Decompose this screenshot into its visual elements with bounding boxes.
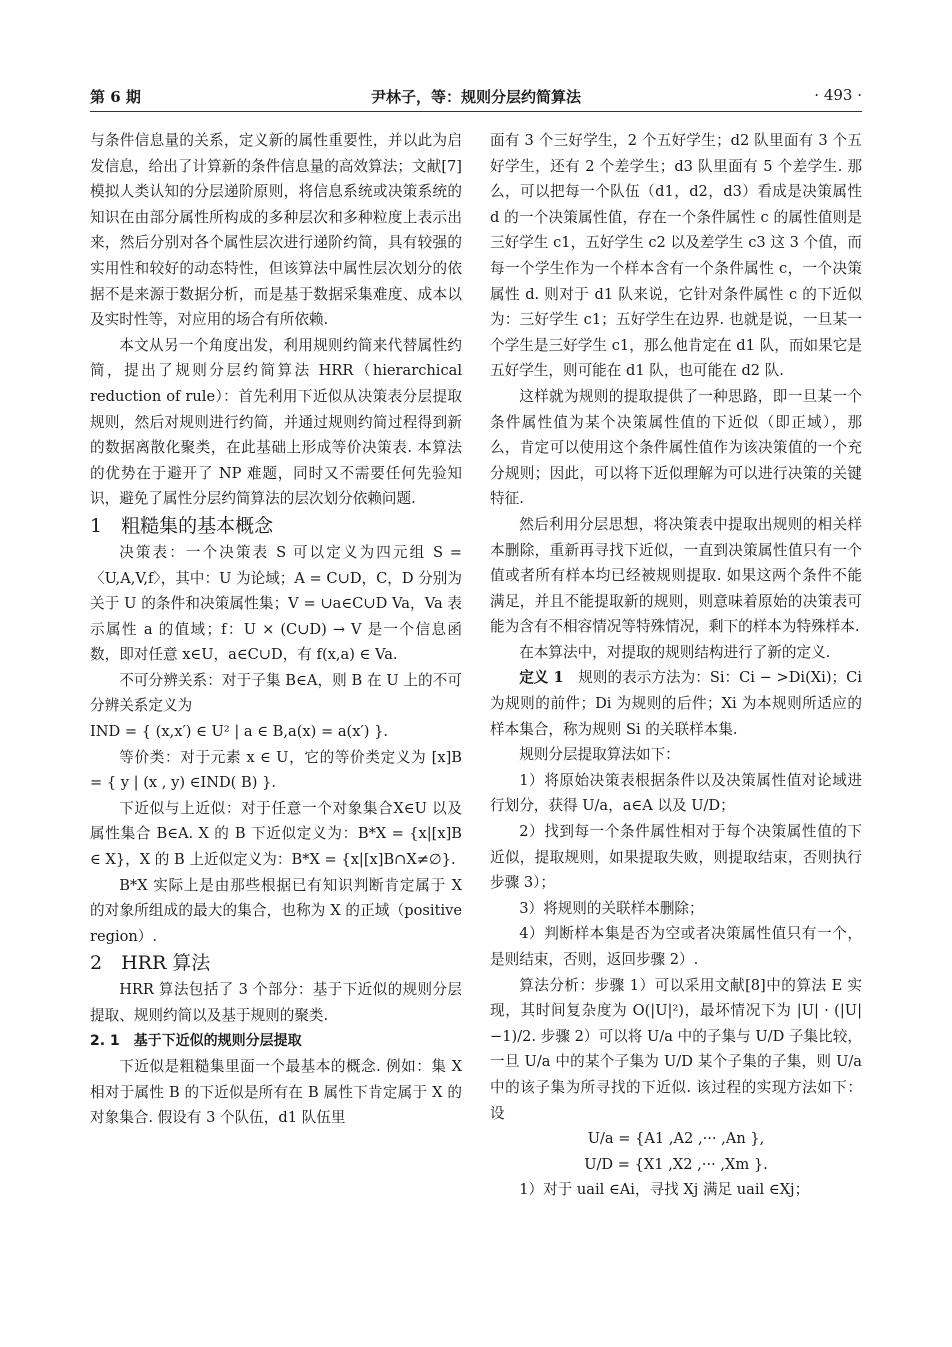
issue-number: 第 6 期 [90,88,141,106]
right-column [490,128,862,1203]
paragraph: 与条件信息量的关系，定义新的属性重要性，并以此为启发信息，给出了计算新的条件信息量的高效算法；文献[7]模拟人类认知的分层递阶原则，将信息系统或决策系统的知识在由部分属性所构成的多种层次和多种粒度上表示出来，然后分别对各个属性层次进行递阶约简，具有较强的实用性和较好的动态特性，但该算法中属性层次划分的依据不是来源于数据分析，而是基于数据采集难度、成本以及实时性等，对应用的场合有所依赖. [90,132,462,329]
equation: U/D = {X1 ,X2 ,··· ,Xm }. [584,1155,768,1173]
equation: IND = { (x,x′) ∈ U² | a ∈ B,a(x) = a(x′) }. [90,723,389,741]
paragraph: 然后利用分层思想，将决策表中提取出规则的相关样本删除，重新再寻找下近似，一直到决策属性值只有一个值或者所有样本均已经被规则提取. 如果这两个条件不能满足，并且不能提取新的规则，则意味着原始的决策表可能为含有不相容情况等特殊情况，剩下的样本为特殊样本. [490,515,862,636]
section-heading-2: 2 HRR 算法 [90,952,211,975]
paragraph: 决策表：一个决策表 S 可以定义为四元组 S = 〈U,A,V,f〉，其中：U 为论域；A = C∪D，C，D 分别为关于 U 的条件和决策属性集；V = ∪a∈C∪D Va，Va 表示属性 a 的值域；f：U × (C∪D) → V 是一个信息函数，即对任意 x∈U，a∈C∪D，有 f(x,a) ∈ Va. [90,543,462,664]
running-header [90,86,862,110]
paragraph: 算法分析：步骤 1）可以采用文献[8]中的算法 E 实现，其时间复杂度为 O(|U|²)，最坏情况下为 |U| · (|U| −1)/2. 步骤 2）可以将 U/a 中的子集与 U/D 子集比较，一旦 U/a 中的某个子集为 U/D 某个子集的子集，则 U/a 中的该子集为所寻找的下近似. 该过程的实现方法如下：设 [490,976,862,1122]
paragraph: 下近似与上近似：对于任意一个对象集合X∈U 以及属性集合 B∈A. X 的 B 下近似定义为：B*X = {x|[x]B ∈ X}，X 的 B 上近似定义为：B*X = {x|[x]B∩X≠∅}. [90,799,462,869]
paragraph: 不可分辨关系：对于子集 B∈A，则 B 在 U 上的不可分辨关系定义为 [90,671,462,715]
definition [490,665,862,742]
section-heading-1: 1 粗糙集的基本概念 [90,514,274,537]
paragraph: 2）找到每一个条件属性相对于每个决策属性值的下近似，提取规则，如果提取失败，则提取结束，否则执行步骤 3）； [490,823,862,892]
paragraph: 1）对于 uail ∈Ai，寻找 Xj 满足 uail ∈Xj； [519,1181,810,1199]
paragraph: 等价类：对于元素 x ∈ U，它的等价类定义为 [x]B = { y | (x , y) ∈IND( B) }. [90,748,462,792]
paragraph: 规则分层提取算法如下： [519,746,680,764]
paragraph: 在本算法中，对提取的规则结构进行了新的定义. [519,643,831,661]
paragraph: 面有 3 个三好学生，2 个五好学生；d2 队里面有 3 个五好学生，还有 2 个差学生；d3 队里面有 5 个差学生. 那么，可以把每一个队伍（d1，d2，d3）看成是决策属性 d 的一个决策属性值，存在一个条件属性 c 的属性值则是三好学生 c1，五好学生 c2 以及差学生 c3 这 3 个值，而每一个学生作为一个样本含有一个条件属性 c，一个决策属性 d. 则对于 d1 队来说，它针对条件属性 c 的下近似为：三好学生 c1；五好学生在边界. 也就是说，一旦某一个学生是三好学生 c1，那么他肯定在 d1 队，而如果它是五好学生，则可能在 d1 队，也可能在 d2 队. [490,132,862,380]
paragraph: 3）将规则的关联样本删除； [519,899,704,917]
paragraph: 1）将原始决策表根据条件以及决策属性值对论域进行划分，获得 U/a，a∈A 以及 U/D； [490,771,862,815]
left-column [90,128,462,1131]
definition-label: 定义 1 [519,669,564,687]
paragraph: B*X 实际上是由那些根据已有知识判断肯定属于 X 的对象所组成的最大的集合，也称为 X 的正域（positive region）. [90,876,462,945]
header-rule [90,111,862,112]
paragraph: 这样就为规则的提取提供了一种思路，即一旦某一个条件属性值为某个决策属性值的下近似（即正域），那么，肯定可以使用这个条件属性值作为该决策值的一个充分规则；因此，可以将下近似理解为可以进行决策的关键特征. [490,387,862,508]
subsection-heading: 2. 1 基于下近似的规则分层提取 [90,1032,302,1049]
running-title: 尹林子，等：规则分层约简算法 [370,88,581,106]
definition-text: 规则的表示方法为：Si：Ci − >Di(Xi)；Ci 为规则的前件；Di 为规则的后件；Xi 为本规则所适应的样本集合，称为规则 Si 的关联样本集. [490,669,862,738]
equation: U/a = {A1 ,A2 ,··· ,An }, [587,1130,765,1148]
paragraph: 下近似是粗糙集里面一个最基本的概念. 例如：集 X 相对于属性 B 的下近似是所有在 B 属性下肯定属于 X 的对象集合. 假设有 3 个队伍，d1 队伍里 [90,1058,462,1127]
paragraph: 本文从另一个角度出发，利用规则约简来代替属性约简，提出了规则分层约简算法 HRR（hierarchical reduction of rule）：首先利用下近似从决策表分层提取规则，然后对规则进行约简，并通过规则约简过程得到新的数据离散化聚类，在此基础上形成等价决策表. 本算法的优势在于避开了 NP 难题，同时又不需要任何先验知识，避免了属性分层约简算法的层次划分依赖问题. [90,336,462,508]
page-number: · 493 · [814,86,862,104]
paragraph: 4）判断样本集是否为空或者决策属性值只有一个，是则结束，否则，返回步骤 2）. [490,925,862,968]
paragraph: HRR 算法包括了 3 个部分：基于下近似的规则分层提取、规则约简以及基于规则的聚类. [90,981,462,1024]
